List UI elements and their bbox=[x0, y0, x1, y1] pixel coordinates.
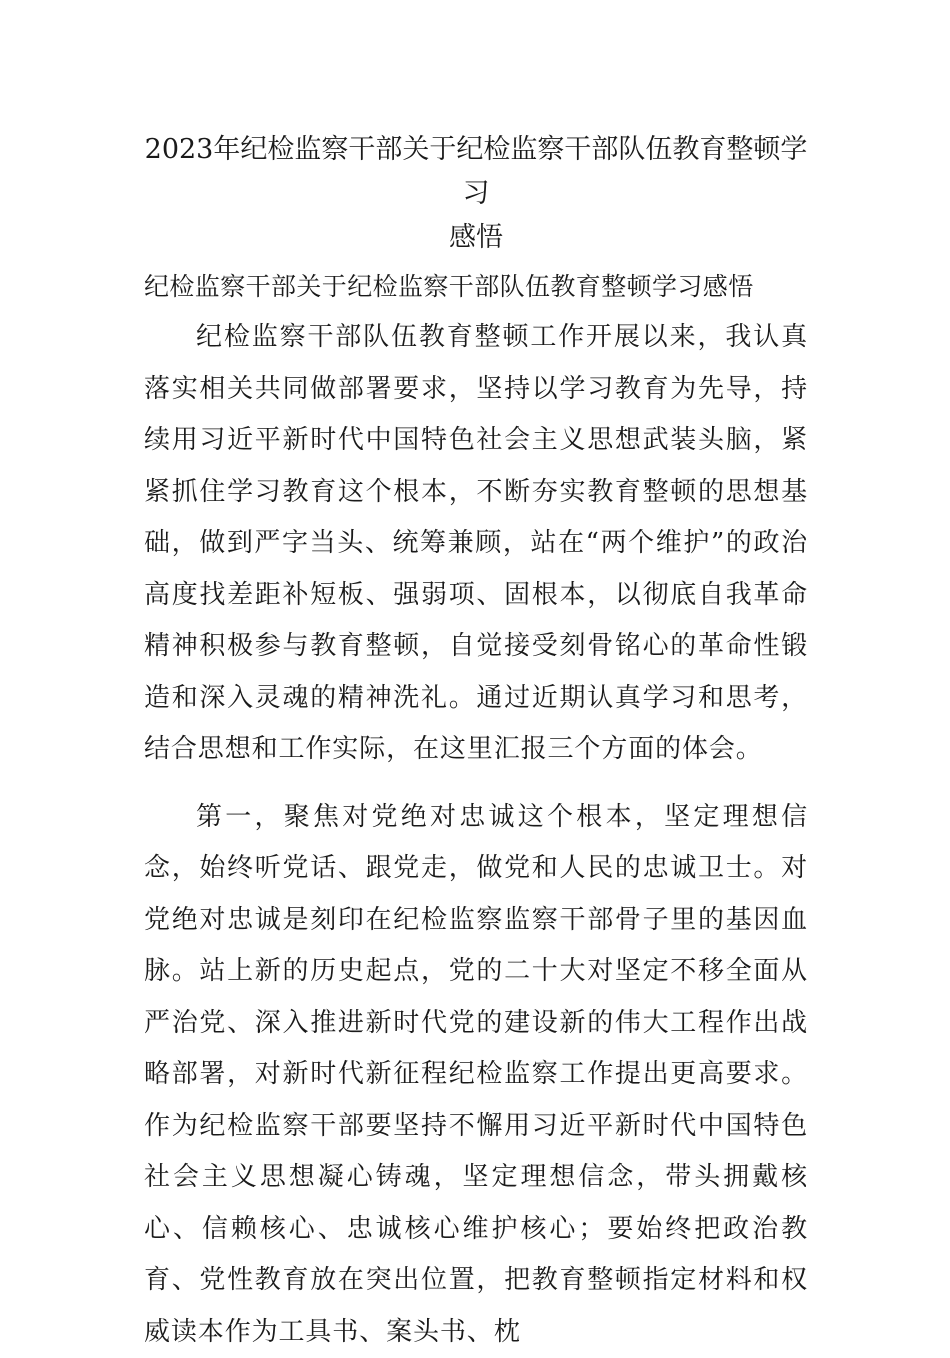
paragraph-intro: 纪检监察干部队伍教育整顿工作开展以来，我认真落实相关共同做部署要求，坚持以学习教育为先导，持续用习近平新时代中国特色社会主义思想武装头脑，紧紧抓住学习教育这个根本，不断夯实教育整顿的思想基础，做到严字当头、统筹兼顾，站在“两个维护”的政治高度找差距补短板、强弱项、固根本，以彻底自我革命精神积极参与教育整顿，自觉接受刻骨铭心的革命性锻造和深入灵魂的精神洗礼。通过近期认真学习和思考，结合思想和工作实际，在这里汇报三个方面的体会。 bbox=[144, 312, 808, 776]
title-line-1: 2023年纪检监察干部关于纪检监察干部队伍教育整顿学习 bbox=[144, 128, 808, 216]
document-subtitle: 纪检监察干部关于纪检监察干部队伍教育整顿学习感悟 bbox=[144, 268, 808, 306]
document-title bbox=[144, 128, 808, 260]
title-line-2: 感悟 bbox=[144, 216, 808, 260]
paragraph-first-point: 第一，聚焦对党绝对忠诚这个根本，坚定理想信念，始终听党话、跟党走，做党和人民的忠诚卫士。对党绝对忠诚是刻印在纪检监察监察干部骨子里的基因血脉。站上新的历史起点，党的二十大对坚定不移全面从严治党、深入推进新时代党的建设新的伟大工程作出战略部署，对新时代新征程纪检监察工作提出更高要求。作为纪检监察干部要坚持不懈用习近平新时代中国特色社会主义思想凝心铸魂，坚定理想信念，带头拥戴核心、信赖核心、忠诚核心维护核心；要始终把政治教育、党性教育放在突出位置，把教育整顿指定材料和权威读本作为工具书、案头书、枕 bbox=[144, 792, 808, 1358]
